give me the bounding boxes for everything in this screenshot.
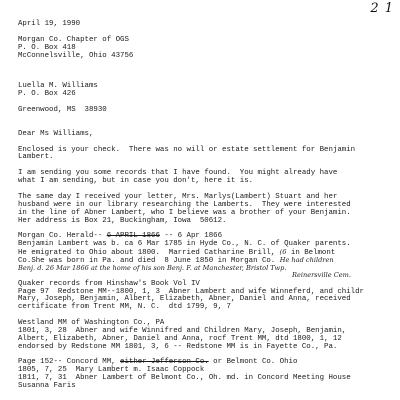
herald-text: She was born in Pa. and died 8 June 1850 in Morgan Co. [31, 256, 276, 265]
paragraph-line: Enclosed is your check. There was no will or estate settlement for Benjamin [18, 145, 356, 154]
sender-city: McConnelsville, Ohio 43756 [18, 51, 134, 60]
handwritten-corner-mark: 2 1 [370, 1, 394, 16]
recipient-city: Greenwood, MS 38930 [18, 106, 107, 114]
paragraph-line: Lambert. [18, 153, 54, 162]
herald-line: Benjamin Lambert was b. ca 6 Mar 1785 in Hyde Co., N. C. of Quaker parents. [18, 240, 351, 249]
westland-line: Westland MM of Washington Co., PA [18, 319, 165, 327]
herald-date: -- 6 Apr 1866 [159, 232, 223, 241]
paragraph-line: in the line of Abner Lambert, who I believe was a brother of your Benjamin. [18, 208, 351, 217]
concord-line: 1805, 7, 25 Mary Lambert m. Isaac Coppock [18, 366, 205, 375]
herald-text: He emigrated to Ohio about 1800. Married Catharine Brill, [18, 249, 280, 257]
paragraph-line: what I am sending, but in case you don't, here it is. [18, 177, 254, 185]
concord-line: Susanna Faris [18, 382, 76, 391]
paragraph-line: The same day I received your letter, Mrs. Marlys(Lambert) Stuart and her [18, 192, 338, 201]
concord-text: or Belmont Co. Ohio [208, 358, 298, 367]
herald-line [18, 264, 286, 274]
westland-line: 1801, 3, 28 Abner and wife Winnifred and Children Mary, Joseph, Benjamin, [18, 326, 347, 335]
paragraph-line: Her address is Box 21, Buckingham, Iowa 50612. [18, 216, 227, 225]
herald-text: Co. [18, 256, 32, 265]
westland-line: endorsed by Redstone MM 1801, 3, 6 -- Redstone MM is in Fayette Co., Pa. [18, 342, 338, 351]
concord-text: Page 152-- Concord MM, [18, 358, 121, 367]
hinshaw-line: Page 97 Redstone MM--1800, 1, 3 Abner Lambert and wife Winneferd, and childr [18, 287, 364, 296]
paragraph-line: husband were in our library researching the Lamberts. They were interested [18, 200, 351, 209]
concord-struck-text: either Jefferson Co. [120, 358, 209, 367]
paragraph-line: I am sending you some records that I have found. You might already have [18, 169, 338, 178]
handwritten-note: Benj. d. 26 Mar 1866 at the home of his son Benj. F. at Manchester, Bristol Twp. [18, 263, 287, 272]
westland-line: Albert, Elizabeth, Abner, Daniel and Anna, rocf Trent MM, dtd 1800, 1, 12 [18, 334, 342, 343]
sender-po-box: P. O. Box 418 [18, 43, 76, 52]
hinshaw-line: certificate from Trent MM, N. C. dtd 1799, 9, 7 [18, 303, 231, 312]
herald-struck-date: 6 APRIL 1866 [106, 232, 160, 241]
handwritten-note: Reinersville Cem. [292, 270, 352, 279]
herald-text: in Belmont [290, 249, 336, 257]
concord-line: 1811, 7, 31 Abner Lambert of Belmont Co., Oh. md. in Concord Meeting House [18, 374, 351, 383]
hinshaw-line: Quaker records from Hinshaw's Book Vol IV [18, 279, 200, 288]
recipient-po-box: P. O. Box 426 [18, 90, 76, 99]
salutation: Dear Ms Williams, [18, 129, 94, 138]
herald-line [292, 271, 351, 281]
letter-date: April 19, 1990 [18, 20, 81, 29]
sender-name: Morgan Co. Chapter of OGS [18, 35, 129, 44]
handwritten-note: He had children [279, 255, 334, 264]
handwritten-note: (6 [279, 248, 287, 256]
recipient-name: Luella M. Williams [18, 82, 98, 91]
herald-prefix: Morgan Co. Herald-- [18, 232, 107, 241]
hinshaw-line: Mary, Joseph, Benjamin, Albert, Elizabeth, Abner, Daniel and Anna, received [18, 295, 351, 304]
